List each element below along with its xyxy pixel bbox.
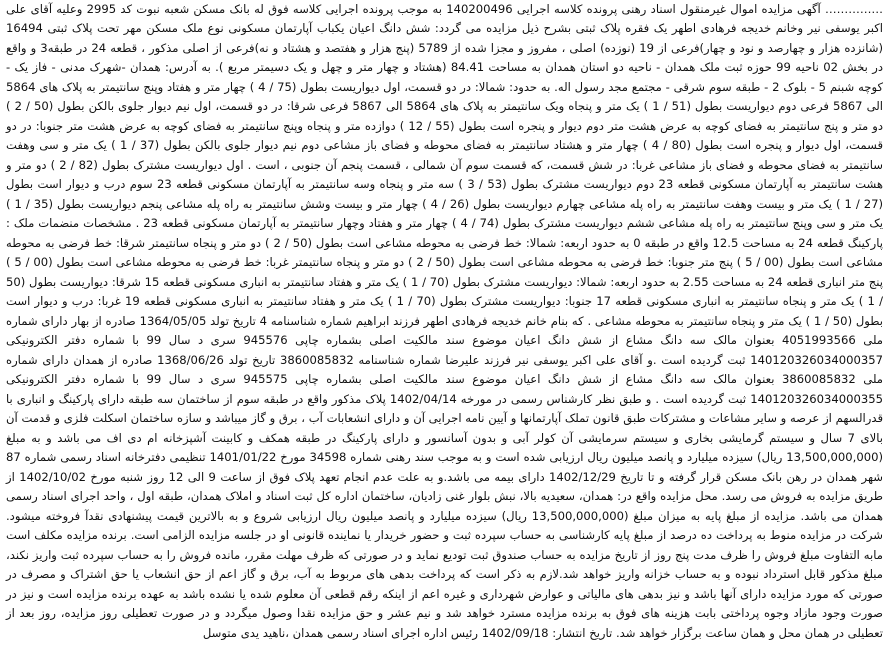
auction-notice <box>4 0 885 671</box>
notice-body-text: …………… آگهی مزایده اموال غیرمنقول اسناد رهنی پرونده کلاسه اجرایی 140200496 به موجب پرونده اجرایی کلاسه فوق له بانک مسکن شعبه نبوت کد 2995 وعلیه آقای علی اکبر یوسفی نیر وخانم خدیجه فرهادی اطهر یک فقره پلاک ثبتی بشرح ذیل مزایده می گردد: شش دانگ اعیان یکباب آپارتمان مسکونی نوع ملک مسکن مهر تحت پلاک ثبتی 16494 (شانزده هزار و چهارصد و نود و چهار)فرعی از 19 (نوزده) اصلی ، مفروز و مجزا شده از 5789 (پنج هزار و هفتصد و هشتاد و نه)فرعی از اصلی مذکور ، قطعه 24 در طبقه3 و واقع در بخش 02 ناحیه 99 حوزه ثبت ملک همدان - ناحیه دو استان همدان به مساحت 84.41 (هشتاد و چهار متر و چهل و یک دسیمتر مربع ). به آدرس: همدان -شهرک مدنی - فاز یک - کوچه شبنم 5 - بلوک 2 - طبقه سوم شرقی - مجتمع مجد رسول اله. به حدود: شمالا: در دو قسمت، اول دیواریست بطول (75 / 4 ) چهار متر و هفتاد وپنج سانتیمتر به پلاک های 5864 الی 5867 فرعی دوم دیواریست بطول (51 / 1 ) یک متر و پنجاه ویک سانتیمتر به پلاک های 5864 الی 5867 فرعی شرقا: در دو قسمت، اول نیم دیوار جلوی بالکن بطول (50 / 2 ) دو متر و پنج سانتیمتر به فضای کوچه به عرض هشت متر دوم دیوار و پنجره است بطول (55 / 12 ) دوازده متر و پنجاه وپنج سانتیمتر به فضای کوچه به عرض هشت متر جنوبا: در دو قسمت، اول دیوار و پنجره است بطول (80 / 4 ) چهار متر و هشتاد سانتیمتر به فضای محوطه و فضای باز مشاعی دوم نیم دیوار جلوی بالکن بطول (37 / 1 ) یک متر و سی وهفت سانتیمتر به فضای محوطه و فضای باز مشاعی غربا: در شش قسمت، که قسمت سوم آن شمالی ، قسمت پنجم آن جنوبی ، است . اول دیواریست مشترک بطول (82 / 2 ) دو متر و هشت سانتیمتر به آپارتمان مسکونی قطعه 23 دوم دیواریست مشترک بطول (53 / 3 ) سه متر و پنجاه وسه سانتیمتر به آپارتمان مسکونی قطعه 23 سوم درب و دیوار است بطول (27 / 1 ) یک متر و بیست وهفت سانتیمتر به راه پله مشاعی چهارم دیواریست بطول (26 / 4 ) چهار متر و بیست وشش سانتیمتر به راه پله مشاعی پنجم دیواریست بطول (35 / 1 ) یک متر و سی وپنج سانتیمتر به راه پله مشاعی ششم دیواریست مشترک بطول (74 / 4 ) چهار متر و هفتاد وچهار سانتیمتر به آپارتمان مسکونی قطعه 23 . مشخصات منضمات ملک : پارکینگ قطعه 24 به مساحت 12.5 واقع در طبقه 0 به حدود اربعه: شمالا: خط فرضی به محوطه مشاعی است بطول (50 / 2 ) دو متر و پنجاه سانتیمتر شرقا: خط فرضی به محوطه مشاعی است بطول (00 / 5 ) پنج متر جنوبا: خط فرضی به محوطه مشاعی است بطول (50 / 2 ) دو متر و پنجاه سانتیمتر غربا: خط فرضی به محوطه مشاعی است بطول (00 / 5 ) پنج متر انباری قطعه 24 به مساحت 2.55 به حدود اربعه: شمالا: دیواریست مشترک بطول (70 / 1 ) یک متر و هفتاد سانتیمتر به انباری مسکونی قطعه 15 شرقا: دیواریست بطول (50 / 1 ) یک متر و پنجاه سانتیمتر به انباری مسکونی قطعه 17 جنوبا: دیواریست مشترک بطول (70 / 1 ) یک متر و هفتاد سانتیمتر به انباری مسکونی قطعه 19 غربا: درب و دیوار است بطول (50 / 1 ) یک متر و پنجاه سانتیمتر به محوطه مشاعی . که بنام خانم خدیجه فرهادی اطهر فرزند ابراهیم شماره شناسنامه 4 تاریخ تولد 1364/05/05 صادره از بهار دارای شماره ملی 4051993566 بعنوان مالک سه دانگ مشاع از شش دانگ اعیان موضوع سند مالکیت اصلی بشماره چاپی 945576 سری د سال 99 با شماره دفتر الکترونیکی 140120326034000357 ثبت گردیده است .و آقای علی اکبر یوسفی نیر فرزند علیرضا شماره شناسنامه 3860085832 تاریخ تولد 1368/06/26 صادره از همدان دارای شماره ملی 3860085832 بعنوان مالک سه دانگ مشاع از شش دانگ اعیان موضوع سند مالکیت اصلی بشماره چاپی 945575 سری د سال 99 با شماره دفتر الکترونیکی 140120326034000355 ثبت گردیده است . و طبق نظر کارشناس رسمی در مورخه 1402/04/14 پلاک مذکور واقع در طبقه سوم از ساختمان سه طبقه دارای پارکینگ و انباری با قدرالسهم از عرصه و سایر مشاعات و مشترکات طبق قانون تملک آپارتمانها و آیین نامه اجرایی آن و دارای انشعابات آب ، برق و گاز میباشد و سازه ساختمان اسکلت فلزی و قدمت آن بالای 7 سال و سیستم گرمایشی بخاری و سیستم سرمایشی آن کولر آبی و بدون آسانسور و دارای پارکینگ در طبقه همکف و کابینت آشپزخانه ام دی اف می باشد و به مبلغ (13,500,000,000 ریال) سیزده میلیارد و پانصد میلیون ریال ارزیابی شده است و به موجب سند رهنی شماره 34598 مورخ 1401/01/22 تنظیمی دفترخانه اسناد رسمی شماره 87 شهر همدان در رهن بانک مسکن قرار گرفته و تا تاریخ 1402/12/29 دارای بیمه می باشد.و به علت عدم انجام تعهد پلاک فوق از ساعت 9 الی 12 روز شنبه مورخ 1402/10/02 از طریق مزایده به فروش می رسد. محل مزایده واقع در: همدان، سعیدیه بالا، نبش بلوار غنی زادیان، ساختمان اداره کل ثبت اسناد و املاک همدان، طبقه اول ، واحد اجرای اسناد رسمی همدان می باشد. مزایده از مبلغ پایه به میزان مبلغ (13,500,000,000 ریال) سیزده میلیارد و پانصد میلیون ریال ارزیابی شروع و به بالاترین قیمت پیشنهادی نقدآ فروخته میشود. شرکت در مزایده منوط به پرداخت ده درصد از مبلغ پایه کارشناسی به حساب سپرده ثبت و حضور خریدار یا نماینده قانونی او در جلسه مزایده الزامی است. برنده مزایده مکلف است مابه التفاوت مبلغ فروش را ظرف مدت پنج روز از تاریخ مزایده به حساب صندوق ثبت تودیع نماید و در صورتی که ظرف مهلت مقرر، مانده فروش را به حساب سپرده ثبت واریز نکند، مبلغ مذکور قابل استرداد نبوده و به حساب خزانه واریز خواهد شد.لازم به ذکر است که پرداخت بدهی های مربوط به آب، برق و گاز اعم از حق انشعاب یا حق اشتراک و مصرف در صورتی که مورد مزایده دارای آنها باشد و نیز بدهی های مالیاتی و عوارض شهرداری و غیره اعم از اینکه رقم قطعی آن معلوم شده یا نشده باشد به عهده برنده مزایده است و نیز در صورت وجود مازاد وجوه پرداختی بابت هزینه های فوق به برنده مزایده مسترد خواهد شد و نیم عشر و حق مزایده نقدا وصول میگردد و در صورت تعطیلی روز مزایده، روز بعد از تعطیلی در همان محل و همان ساعت برگزار خواهد شد. تاریخ انتشار: 1402/09/18 رئیس اداره اجرای اسناد رسمی همدان ،ناهید یدی متوسل <box>6 2 884 640</box>
